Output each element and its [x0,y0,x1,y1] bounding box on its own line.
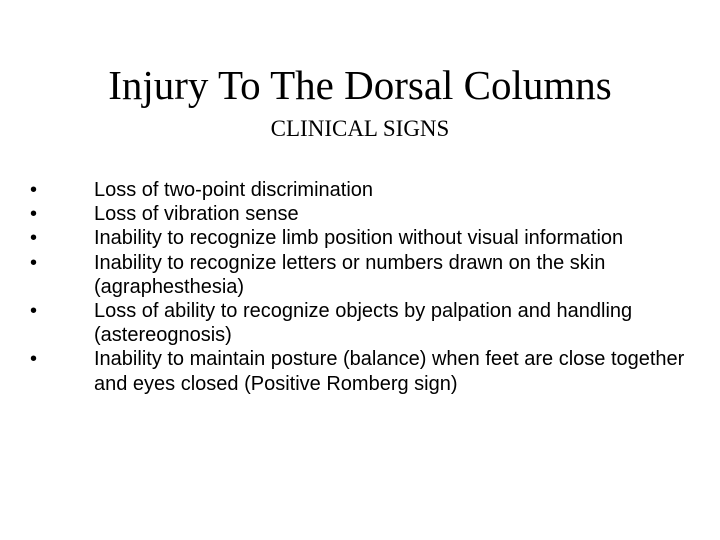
bullet-text: Inability to recognize limb position without visual information [94,227,624,250]
slide-title: Injury To The Dorsal Columns [108,62,612,108]
bullet-icon: • [30,203,38,226]
bullet-icon: • [30,179,38,201]
bullet-item [30,299,700,347]
bullet-item [30,251,700,299]
bullet-item [30,202,700,226]
bullet-icon: • [30,348,38,371]
bullet-icon: • [30,251,38,274]
bullet-text: Loss of vibration sense [94,203,299,226]
bullet-text: Inability to recognize letters or numbers drawn on the skin (agraphesthesia) [94,251,606,298]
slide-subtitle: CLINICAL SIGNS [270,116,450,141]
bullet-item [30,226,700,250]
bullet-list [30,178,700,396]
bullet-text: Loss of ability to recognize objects by palpation and handling (astereognosis) [94,300,633,347]
bullet-item [30,178,700,202]
bullet-text: Inability to maintain posture (balance) when feet are close together and eyes closed (Positive Romberg sign) [94,348,685,395]
bullet-icon: • [30,227,38,250]
bullet-icon: • [30,300,38,323]
bullet-item [30,347,700,395]
bullet-text: Loss of two-point discrimination [94,179,374,201]
